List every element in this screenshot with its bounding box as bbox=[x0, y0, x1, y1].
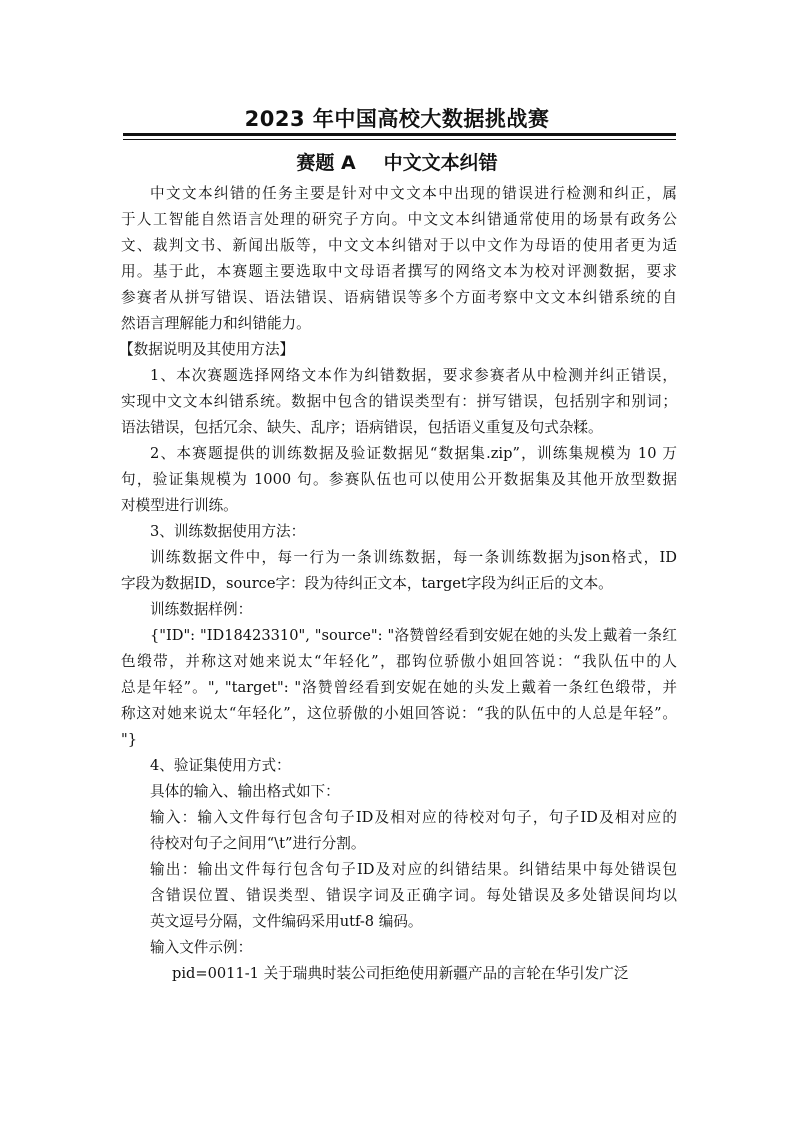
paragraph-line: 输入文件示例： bbox=[150, 939, 253, 956]
paragraph-line: 2、本赛题提供的训练数据及验证数据见“数据集.zip”，训练集规模为 10 万 bbox=[150, 445, 677, 462]
document-body bbox=[121, 181, 677, 987]
paragraph-line: 语法错误，包括冗余、缺失、乱序；语病错误，包括语义重复及句式杂糅。 bbox=[121, 419, 603, 436]
paragraph-line: 用。基于此，本赛题主要选取中文母语者撰写的网络文本为校对评测数据，要求 bbox=[121, 263, 677, 280]
paragraph-line: 于人工智能自然语言处理的研究子方向。中文文本纠错通常使用的场景有政务公 bbox=[121, 211, 677, 228]
paragraph-line: 训练数据样例： bbox=[150, 601, 253, 618]
paragraph-line: 4、验证集使用方式： bbox=[150, 757, 291, 774]
paragraph-line: 然语言理解能力和纠错能力。 bbox=[121, 315, 311, 332]
problem-name: 中文文本纠错 bbox=[383, 152, 498, 174]
paragraph-line: 待校对句子之间用“\t”进行分割。 bbox=[150, 835, 366, 852]
paragraph-line: 参赛者从拼写错误、语法错误、语病错误等多个方面考察中文文本纠错系统的自 bbox=[121, 289, 677, 306]
paragraph-line: 含错误位置、错误类型、错误字词及正确字词。每处错误及多处错误间均以 bbox=[150, 887, 677, 904]
title-rule-thin bbox=[123, 139, 676, 140]
example-line: pid=0011-1 关于瑞典时装公司拒绝使用新疆产品的言轮在华引发广泛 bbox=[172, 965, 629, 982]
problem-label: 赛题 A bbox=[296, 152, 356, 174]
title-rule-thick bbox=[123, 133, 676, 136]
code-sample-line: {"ID": "ID18423310", "source": "洛赞曾经看到安妮在她的头发上戴着一条红 bbox=[150, 627, 677, 644]
paragraph-line: 具体的输入、输出格式如下： bbox=[150, 783, 340, 800]
paragraph-line: 输出：输出文件每行包含句子ID及对应的纠错结果。纠错结果中每处错误包 bbox=[150, 861, 677, 878]
paragraph-line: 对模型进行训练。 bbox=[121, 497, 238, 514]
paragraph-line: 文、裁判文书、新闻出版等，中文文本纠错对于以中文作为母语的使用者更为适 bbox=[121, 237, 677, 254]
section-heading: 【数据说明及其使用方法】 bbox=[119, 341, 295, 358]
paragraph-line: 训练数据文件中，每一行为一条训练数据，每一条训练数据为json格式，ID bbox=[150, 549, 677, 566]
paragraph-line: 字段为数据ID，source字：段为待纠正文本，target字段为纠正后的文本。 bbox=[121, 575, 613, 592]
problem-subtitle bbox=[0, 148, 794, 175]
paragraph-line: 英文逗号分隔，文件编码采用utf-8 编码。 bbox=[150, 913, 423, 930]
paragraph-line: 实现中文文本纠错系统。数据中包含的错误类型有：拼写错误，包括别字和别词； bbox=[121, 393, 677, 410]
paragraph-line: 句，验证集规模为 1000 句。参赛队伍也可以使用公开数据集及其他开放型数据 bbox=[121, 471, 677, 488]
code-sample-line: 色缎带，并称这对她来说太“年轻化”，郡钩位骄傲小姐回答说：“我队伍中的人 bbox=[121, 653, 677, 670]
code-sample-line: 称这对她来说太“年轻化”，这位骄傲的小姐回答说：“我的队伍中的人总是年轻”。 bbox=[121, 705, 677, 722]
paragraph-line: 中文文本纠错的任务主要是针对中文文本中出现的错误进行检测和纠正，属 bbox=[150, 185, 677, 202]
code-sample-line: 总是年轻”。", "target": "洛赞曾经看到安妮在她的头发上戴着一条红色缎带，并 bbox=[121, 679, 677, 696]
paragraph-line: 1、本次赛题选择网络文本作为纠错数据，要求参赛者从中检测并纠正错误， bbox=[150, 367, 677, 384]
document-title: 2023 年中国高校大数据挑战赛 bbox=[244, 107, 550, 131]
paragraph-line: 3、训练数据使用方法： bbox=[150, 523, 306, 540]
code-sample-line: "} bbox=[121, 731, 137, 748]
paragraph-line: 输入：输入文件每行包含句子ID及相对应的待校对句子，句子ID及相对应的 bbox=[150, 809, 677, 826]
